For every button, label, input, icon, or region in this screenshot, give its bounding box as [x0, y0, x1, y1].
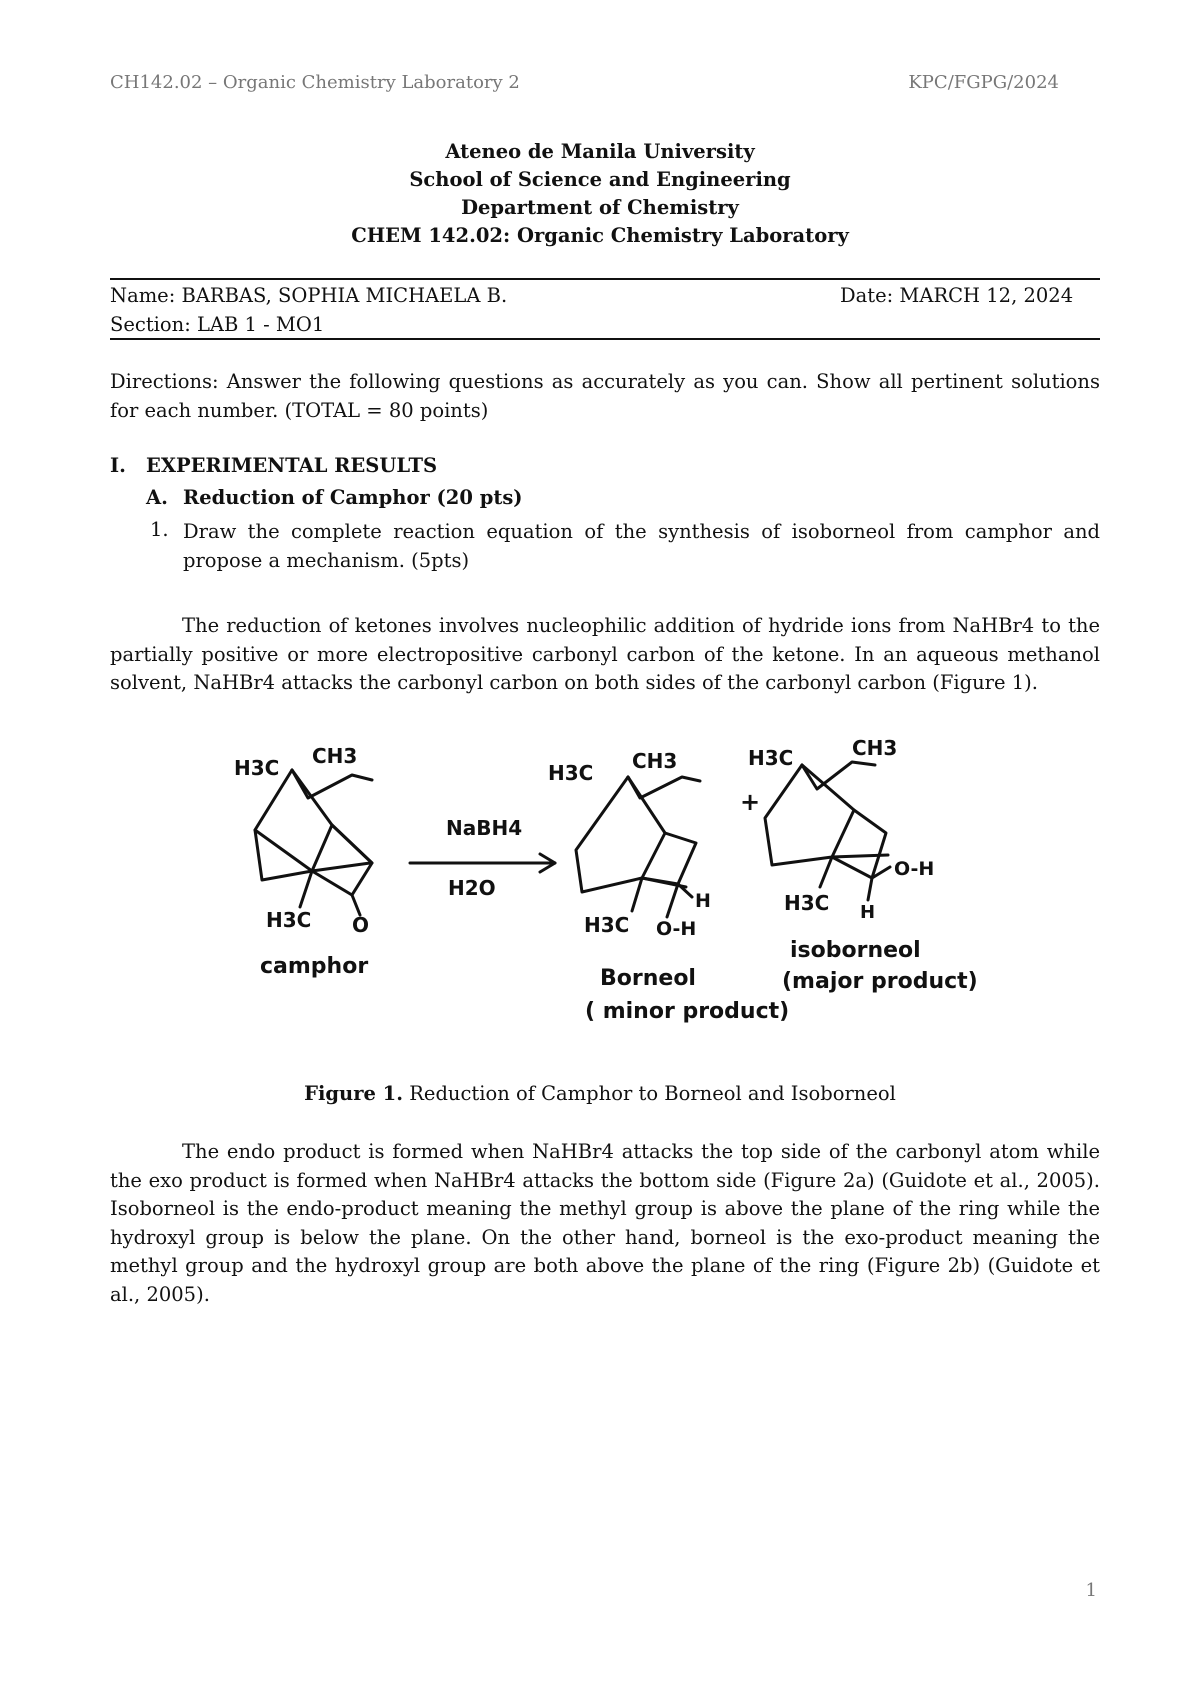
camphor-h3c-top: H3C — [234, 756, 280, 780]
camphor-h3c-bottom: H3C — [266, 908, 312, 932]
student-name: Name: BARBAS, SOPHIA MICHAELA B. — [110, 284, 508, 307]
reaction-scheme-figure — [200, 735, 1000, 1035]
question-1-number: 1. — [150, 518, 169, 541]
paragraph-reduction-of-ketones: The reduction of ketones involves nucleophilic addition of hydride ions from NaHBr4 to the partially positive or more electropositive carbonyl carbon of the ketone. In an aqueous methanol solvent, NaHBr4 attacks the carbonyl carbon on both sides of the carbonyl carbon (Figure 1). — [110, 614, 1100, 694]
section-a-title: Reduction of Camphor (20 pts) — [183, 486, 523, 509]
camphor-label: camphor — [260, 954, 369, 979]
top-rule — [110, 278, 1100, 280]
borneol-ch3: CH3 — [632, 749, 678, 773]
isoborneol-label: isoborneol — [790, 938, 921, 963]
section-i-number: I. — [110, 454, 126, 477]
section-a-number: A. — [146, 486, 168, 509]
isoborneol-h3c-top: H3C — [748, 746, 794, 770]
student-section: Section: LAB 1 - MO1 — [110, 313, 325, 336]
title-block — [0, 138, 1200, 250]
isoborneol-note: (major product) — [782, 969, 978, 994]
course-title: CHEM 142.02: Organic Chemistry Laboratory — [351, 224, 849, 247]
directions: Directions: Answer the following questions as accurately as you can. Show all pertinent solutions for each number. (TOTAL = 80 points) — [110, 370, 1100, 422]
borneol-hydrogen: H — [695, 890, 711, 912]
figure-caption — [0, 1082, 1200, 1105]
page-number: 1 — [1085, 1580, 1097, 1601]
isoborneol-hydroxyl: O-H — [894, 858, 935, 880]
reagent-water: H2O — [448, 876, 496, 900]
isoborneol-ch3: CH3 — [852, 736, 898, 760]
section-i-title: EXPERIMENTAL RESULTS — [146, 454, 438, 477]
university-name: Ateneo de Manila University — [445, 140, 755, 163]
bottom-rule — [110, 338, 1100, 340]
reagent-nabh4: NaBH4 — [446, 816, 523, 840]
borneol-hydroxyl: O-H — [656, 918, 697, 940]
isoborneol-structure — [765, 762, 890, 900]
header-code: KPC/FGPG/2024 — [908, 72, 1059, 93]
borneol-note: ( minor product) — [585, 999, 790, 1024]
header-course: CH142.02 – Organic Chemistry Laboratory 2 — [110, 72, 520, 93]
borneol-label: Borneol — [600, 966, 696, 991]
isoborneol-h3c-bottom: H3C — [784, 891, 830, 915]
question-1-text: Draw the complete reaction equation of the synthesis of isoborneol from camphor and propose a mechanism. (5pts) — [183, 520, 1100, 572]
borneol-structure — [576, 777, 700, 917]
borneol-h3c-top: H3C — [548, 761, 594, 785]
paragraph-endo-exo: The endo product is formed when NaHBr4 attacks the top side of the carbonyl atom while the exo product is formed when NaHBr4 attacks the bottom side (Figure 2a) (Guidote et al., 2005). Isoborneol is the endo-product meaning the methyl group is above the plane of the ring while the hydroxyl group is below the plane. On the other hand, borneol is the exo-product meaning the methyl group and the hydroxyl group are both above the plane of the ring (Figure 2b) (Guidote et al., 2005). — [110, 1140, 1100, 1306]
submission-date: Date: MARCH 12, 2024 — [840, 284, 1074, 307]
school-name: School of Science and Engineering — [409, 168, 791, 191]
borneol-h3c-bottom: H3C — [584, 913, 630, 937]
camphor-oxygen: O — [352, 913, 370, 937]
camphor-structure — [255, 770, 372, 915]
department-name: Department of Chemistry — [461, 196, 739, 219]
camphor-ch3: CH3 — [312, 744, 358, 768]
plus-sign: + — [740, 788, 761, 816]
reaction-scheme-svg — [200, 735, 1000, 1035]
figure-caption-label: Figure 1. — [304, 1082, 404, 1105]
reaction-arrow — [410, 854, 555, 872]
figure-caption-text: Reduction of Camphor to Borneol and Isoborneol — [403, 1082, 896, 1105]
isoborneol-hydrogen: H — [860, 902, 876, 923]
